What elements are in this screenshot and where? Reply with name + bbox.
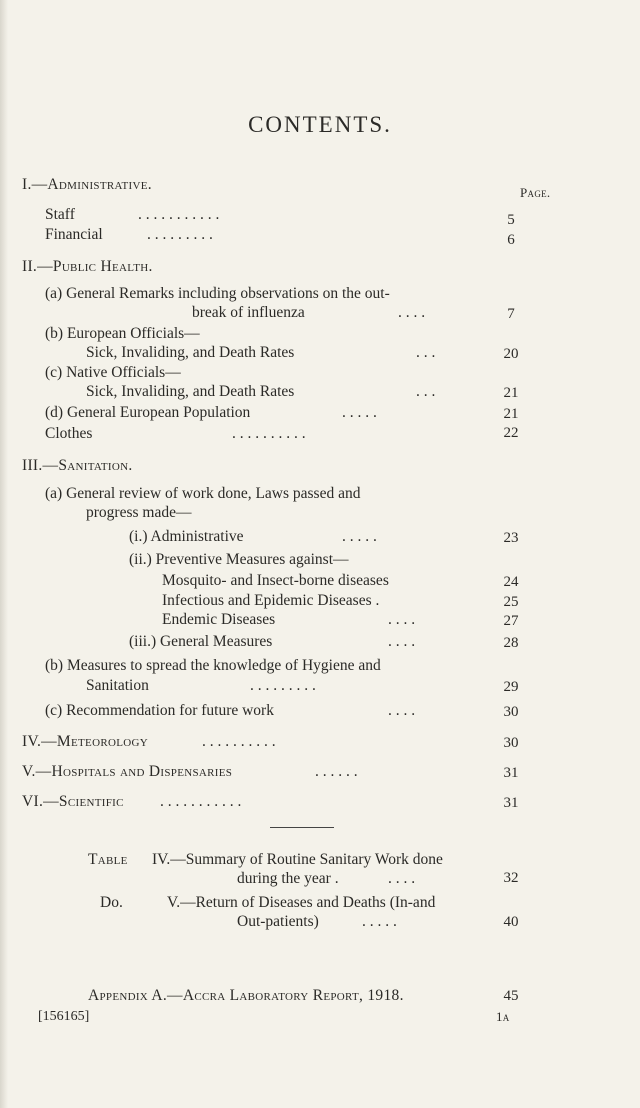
toc-entry-table-iv: IV.—Summary of Routine Sanitary Work done <box>152 851 443 868</box>
leader-dots: . . . . <box>388 702 416 719</box>
page-title: CONTENTS. <box>248 112 392 137</box>
page-number: 5 <box>507 212 515 228</box>
toc-entry-administrative-sub: (i.) Administrative <box>129 528 244 545</box>
toc-entry-native-officials: (c) Native Officials— <box>45 364 181 381</box>
toc-entry-continuation: break of influenza <box>192 304 305 321</box>
toc-entry-general-review: (a) General review of work done, Laws passed and <box>45 485 361 502</box>
page-number: 20 <box>503 346 519 362</box>
page-number: 40 <box>503 914 519 930</box>
toc-entry-continuation: Sanitation <box>86 677 149 694</box>
toc-entry-continuation: Sick, Invaliding, and Death Rates <box>86 383 295 400</box>
page-number: 32 <box>503 870 519 886</box>
leader-dots: . . . . . . . . . . <box>232 425 306 442</box>
page-number: 24 <box>503 574 519 590</box>
leader-dots: . . . . . . . . . <box>250 677 316 694</box>
section-divider <box>270 827 334 828</box>
table-label: Table <box>88 851 128 868</box>
leader-dots: . . . <box>416 383 436 400</box>
page-number: 21 <box>503 406 519 422</box>
toc-entry-general-remarks: (a) General Remarks including observations on the out- <box>45 285 390 302</box>
page-number: 7 <box>507 306 515 322</box>
section-heading-meteorology: IV.—Meteorology <box>22 733 148 750</box>
signature-mark: 1a <box>496 1009 510 1024</box>
toc-entry-general-european-population: (d) General European Population <box>45 404 251 421</box>
toc-entry-preventive-measures: (ii.) Preventive Measures against— <box>129 551 349 568</box>
page-column-header: Page. <box>520 185 551 200</box>
section-heading-public-health: II.—Public Health. <box>22 258 153 275</box>
toc-entry-endemic-diseases: Endemic Diseases <box>162 611 276 628</box>
page-number: 31 <box>503 795 519 811</box>
leader-dots: . . . <box>416 344 436 361</box>
page-number: 6 <box>507 232 515 248</box>
section-heading-administrative: I.—Administrative. <box>22 176 152 193</box>
page-edge-shadow <box>0 0 8 1108</box>
toc-entry-clothes: Clothes <box>45 425 93 442</box>
leader-dots: . . . . . . . . . <box>147 226 213 243</box>
page-number: 45 <box>503 988 519 1004</box>
toc-entry-continuation: progress made— <box>86 504 192 521</box>
toc-entry-mosquito-diseases: Mosquito- and Insect-borne diseases <box>162 572 389 589</box>
page-number: 23 <box>503 530 519 546</box>
page-number: 30 <box>503 704 519 720</box>
toc-entry-financial: Financial <box>45 226 103 243</box>
toc-entry-table-v: V.—Return of Diseases and Deaths (In-and <box>167 894 436 911</box>
page-number: 21 <box>503 385 519 401</box>
leader-dots: . . . . <box>388 870 416 887</box>
leader-dots: . . . . . . . . . . . <box>160 793 242 810</box>
page-number: 28 <box>503 635 519 651</box>
toc-entry-staff: Staff <box>45 206 75 223</box>
leader-dots: . . . . . . <box>315 763 358 780</box>
toc-entry-general-measures: (iii.) General Measures <box>129 633 273 650</box>
leader-dots: . . . . . <box>362 913 397 930</box>
toc-entry-hygiene-knowledge: (b) Measures to spread the knowledge of Hygiene and <box>45 657 381 674</box>
leader-dots: . . . . <box>398 304 426 321</box>
toc-entry-recommendation: (c) Recommendation for future work <box>45 702 274 719</box>
leader-dots: . . . . <box>388 633 416 650</box>
leader-dots: . . . . <box>388 611 416 628</box>
page-number: 22 <box>503 425 519 441</box>
section-heading-sanitation: III.—Sanitation. <box>22 457 133 474</box>
page-number: 29 <box>503 679 519 695</box>
leader-dots: . . . . . <box>342 404 377 421</box>
table-label: Do. <box>100 894 123 911</box>
section-heading-hospitals: V.—Hospitals and Dispensaries <box>22 763 233 780</box>
toc-entry-appendix: Appendix A.—Accra Laboratory Report, 1918. <box>88 987 404 1004</box>
page-number: 27 <box>503 613 519 629</box>
page-number: 31 <box>503 765 519 781</box>
page-number: 25 <box>503 594 519 610</box>
toc-entry-infectious-diseases: Infectious and Epidemic Diseases . <box>162 592 380 609</box>
print-code: [156165] <box>38 1009 90 1024</box>
page-number: 30 <box>503 735 519 751</box>
leader-dots: . . . . . <box>342 528 377 545</box>
toc-entry-continuation: Out-patients) <box>237 913 319 930</box>
section-heading-scientific: VI.—Scientific <box>22 793 124 810</box>
toc-entry-continuation: during the year . <box>237 870 339 887</box>
leader-dots: . . . . . . . . . . <box>202 733 276 750</box>
toc-entry-european-officials: (b) European Officials— <box>45 325 200 342</box>
toc-entry-continuation: Sick, Invaliding, and Death Rates <box>86 344 295 361</box>
leader-dots: . . . . . . . . . . . <box>138 206 220 223</box>
